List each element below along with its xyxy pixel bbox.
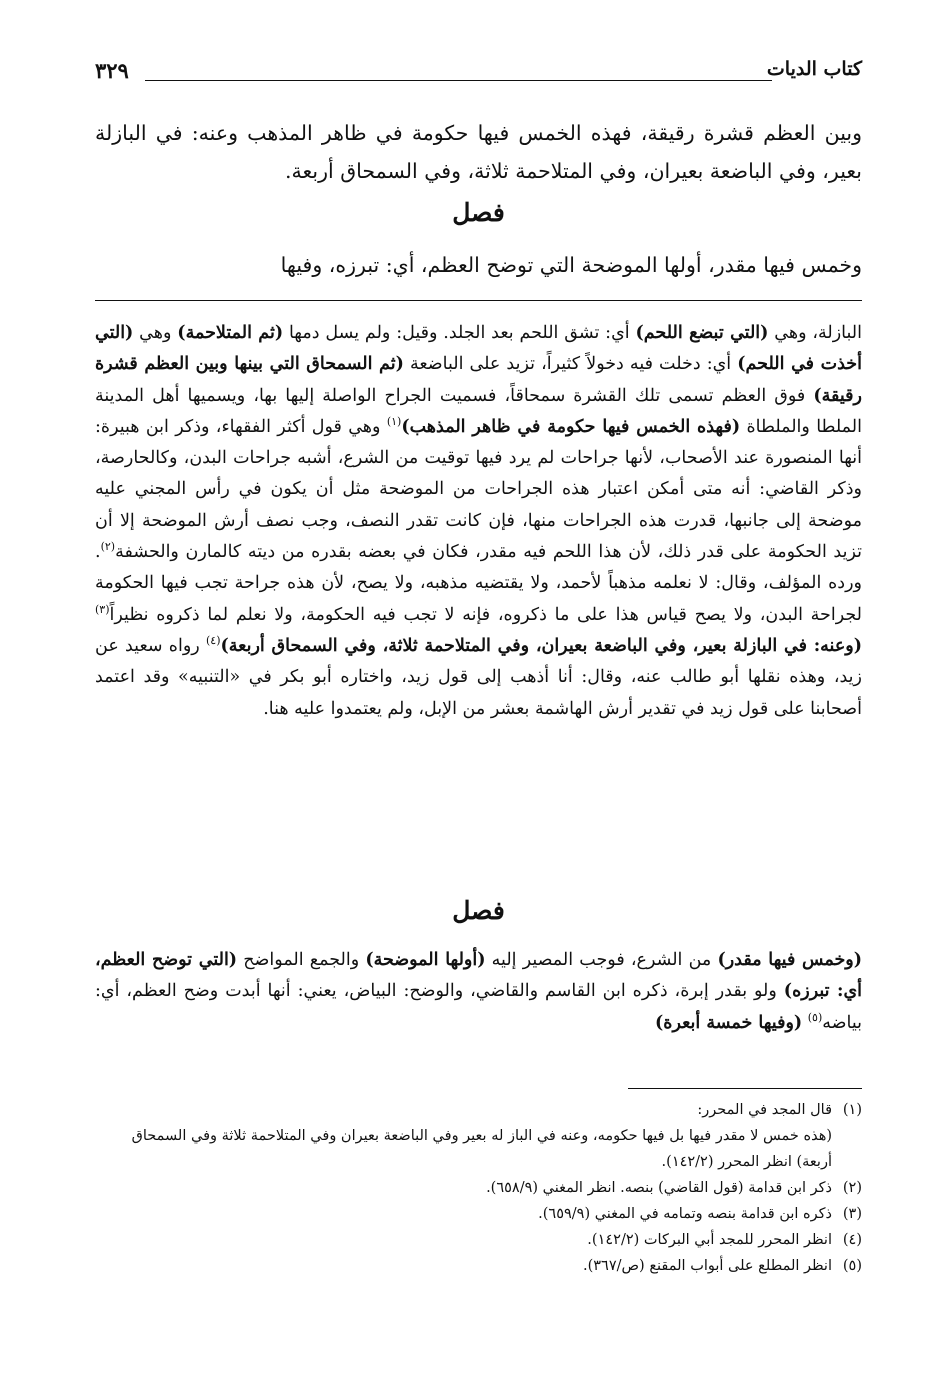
footnote-ref-2: (٢) xyxy=(100,540,116,554)
footnote-1 xyxy=(95,1097,862,1123)
commentary-section-2 xyxy=(95,945,862,1039)
matn-top-paragraph: وبين العظم قشرة رقيقة، فهذه الخمس فيها حكومة في ظاهر المذهب وعنه: في البازلة بعير، وفي الباضعة بعيران، وفي المتلاحمة ثلاثة، وفي السمحاق أربعة. xyxy=(95,121,862,183)
commentary-text: أي: دخلت فيه دخولاً كثيراً، تزيد على الباضعة xyxy=(403,354,738,375)
footnote-4 xyxy=(95,1227,862,1253)
quoted-matn: (وفيها خمسة أبعرة) xyxy=(655,1012,803,1033)
footnote-number: (٥) xyxy=(842,1258,862,1274)
footnote-ref-1: (١) xyxy=(386,415,402,429)
commentary-paragraph-1 xyxy=(95,318,862,725)
footnote-5 xyxy=(95,1253,862,1279)
header-rule xyxy=(145,80,772,81)
commentary-text: . ورده المؤلف، وقال: لا نعلمه مذهباً لأحمد، ولا يقتضيه مذهبه، ولا يصح، لأن هذه جراحة تجب فيها الحكومة لجراحة البدن، ولا يصح قياس هذا على ما ذكروه، فإنه لا تجب فيه الحكومة، ولا نعلم لما ذكروه نظيراً xyxy=(95,542,862,625)
footnote-number: (٢) xyxy=(842,1180,862,1196)
footnote-text: انظر المحرر للمجد أبي البركات (١٤٢/٢). xyxy=(587,1232,832,1248)
commentary-text: ولو بقدر إبرة، ذكره ابن القاسم والقاضي، والوضح: البياض، يعني: أنها أبدت وضح العظم، أي: بياضه xyxy=(95,981,862,1033)
quoted-matn: (وعنه: في البازلة بعير، وفي الباضعة بعيران، وفي المتلاحمة ثلاثة، وفي السمحاق أربعة) xyxy=(220,635,862,656)
commentary-text: والجمع المواضح xyxy=(237,950,366,970)
footnotes xyxy=(95,1097,862,1279)
footnote-ref-4: (٤) xyxy=(205,634,221,648)
footnote-1-quote: (هذه خمس لا مقدر فيها بل فيها حكومه، وعنه في الباز له بعير وفي الباضعة بعيران وفي المتلاحمة ثلاثة وفي السمحاق أربعة) انظر المحرر (١٤٢/٢). xyxy=(131,1128,832,1170)
quoted-matn: (ثم السمحاق التي بينها وبين العظم قشرة رقيقة) xyxy=(95,354,862,406)
section-heading-fasl-1: فصل xyxy=(452,198,505,227)
quoted-matn: (التي تبضع اللحم) xyxy=(635,323,769,343)
quoted-matn: (ثم المتلاحمة) xyxy=(177,323,284,343)
commentary-text: البازلة، وهي xyxy=(768,323,862,343)
footnote-ref-3: (٣) xyxy=(95,602,110,616)
footnote-3 xyxy=(95,1201,862,1227)
footnote-text: قال المجد في المحرر: xyxy=(697,1102,832,1118)
commentary-text: رواه سعيد عن زيد، وهذه نقلها أبو طالب عنه، وقال: أنا أذهب إلى قول زيد، واختاره أبو بكر في «التنبيه» وقد اعتمد أصحابنا على قول زيد في تقدير أرش الهاشمة بعشر من الإبل، ولم يعتمدوا عليه هنا. xyxy=(95,635,862,719)
running-title: كتاب الديات xyxy=(766,58,862,80)
matn-commentary-divider xyxy=(95,300,862,301)
commentary-text: من الشرع، فوجب المصير إليه xyxy=(485,950,718,970)
quoted-matn: (وخمس فيها مقدر) xyxy=(717,950,862,970)
footnote-number: (٣) xyxy=(842,1206,862,1222)
quoted-matn: (أولها الموضحة) xyxy=(365,950,486,970)
commentary-text: فوق العظم تسمى تلك القشرة سمحاقاً، فسميت الجراح الواصلة إليها بها، ويسميها أهل المدينة الملطا والملطاة xyxy=(95,385,862,437)
commentary-paragraph-2 xyxy=(95,945,862,1039)
matn-second-paragraph: وخمس فيها مقدر، أولها الموضحة التي توضح العظم، أي: تبرزه، وفيها xyxy=(280,253,862,277)
footnote-text: انظر المطلع على أبواب المقنع (ص/٣٦٧). xyxy=(582,1258,832,1274)
footnote-rule xyxy=(628,1088,862,1089)
quoted-matn: (فهذه الخمس فيها حكومة في ظاهر المذهب) xyxy=(401,416,741,437)
quoted-matn: (التي أخذت في اللحم) xyxy=(95,323,862,375)
page-header xyxy=(95,58,862,92)
footnote-number: (٤) xyxy=(842,1232,862,1248)
footnote-text: ذكر ابن قدامة (قول القاضي) بنصه. انظر المغني (٦٥٨/٩). xyxy=(486,1180,832,1196)
commentary-text: وهي xyxy=(133,323,178,343)
page-number: ٣٢٩ xyxy=(95,58,129,83)
commentary-text: وهي قول أكثر الفقهاء، وذكر ابن هبيرة: أنها المنصورة عند الأصحاب، لأنها جراحات لم يرد فيها توقيت من الشرع، أشبه جراحات البدن، وكالحارصة، وذكر القاضي: أنه متى أمكن اعتبار هذه الجراحات من الموضحة مثل أن يكون في رأس المجني عليه موضحة إلى جانبها، قدرت هذه الجراحات منها، فإن كانت تقدر النصف، وجب نصف أرش الموضحة إلا أن تزيد الحكومة على قدر ذلك، لأن هذا اللحم فيه مقدر، فكان في بعضه بقدره من ديته كالمارن والحشفة xyxy=(95,416,862,563)
commentary xyxy=(95,318,862,725)
footnote-ref-5: (٥) xyxy=(807,1010,823,1024)
footnote-text: ذكره ابن قدامة بنصه وتمامه في المغني (٦٥٩/٩). xyxy=(538,1206,832,1222)
matn-second xyxy=(95,246,862,284)
commentary-text: أي: تشق اللحم بعد الجلد. وقيل: ولم يسل دمها xyxy=(283,323,636,343)
footnote-2 xyxy=(95,1175,862,1201)
matn-top xyxy=(95,114,862,190)
quoted-matn: (التي توضح العظم، أي: تبرزه) xyxy=(95,950,862,1002)
section-heading-fasl-2: فصل xyxy=(452,896,505,925)
footnote-number: (١) xyxy=(842,1102,862,1118)
